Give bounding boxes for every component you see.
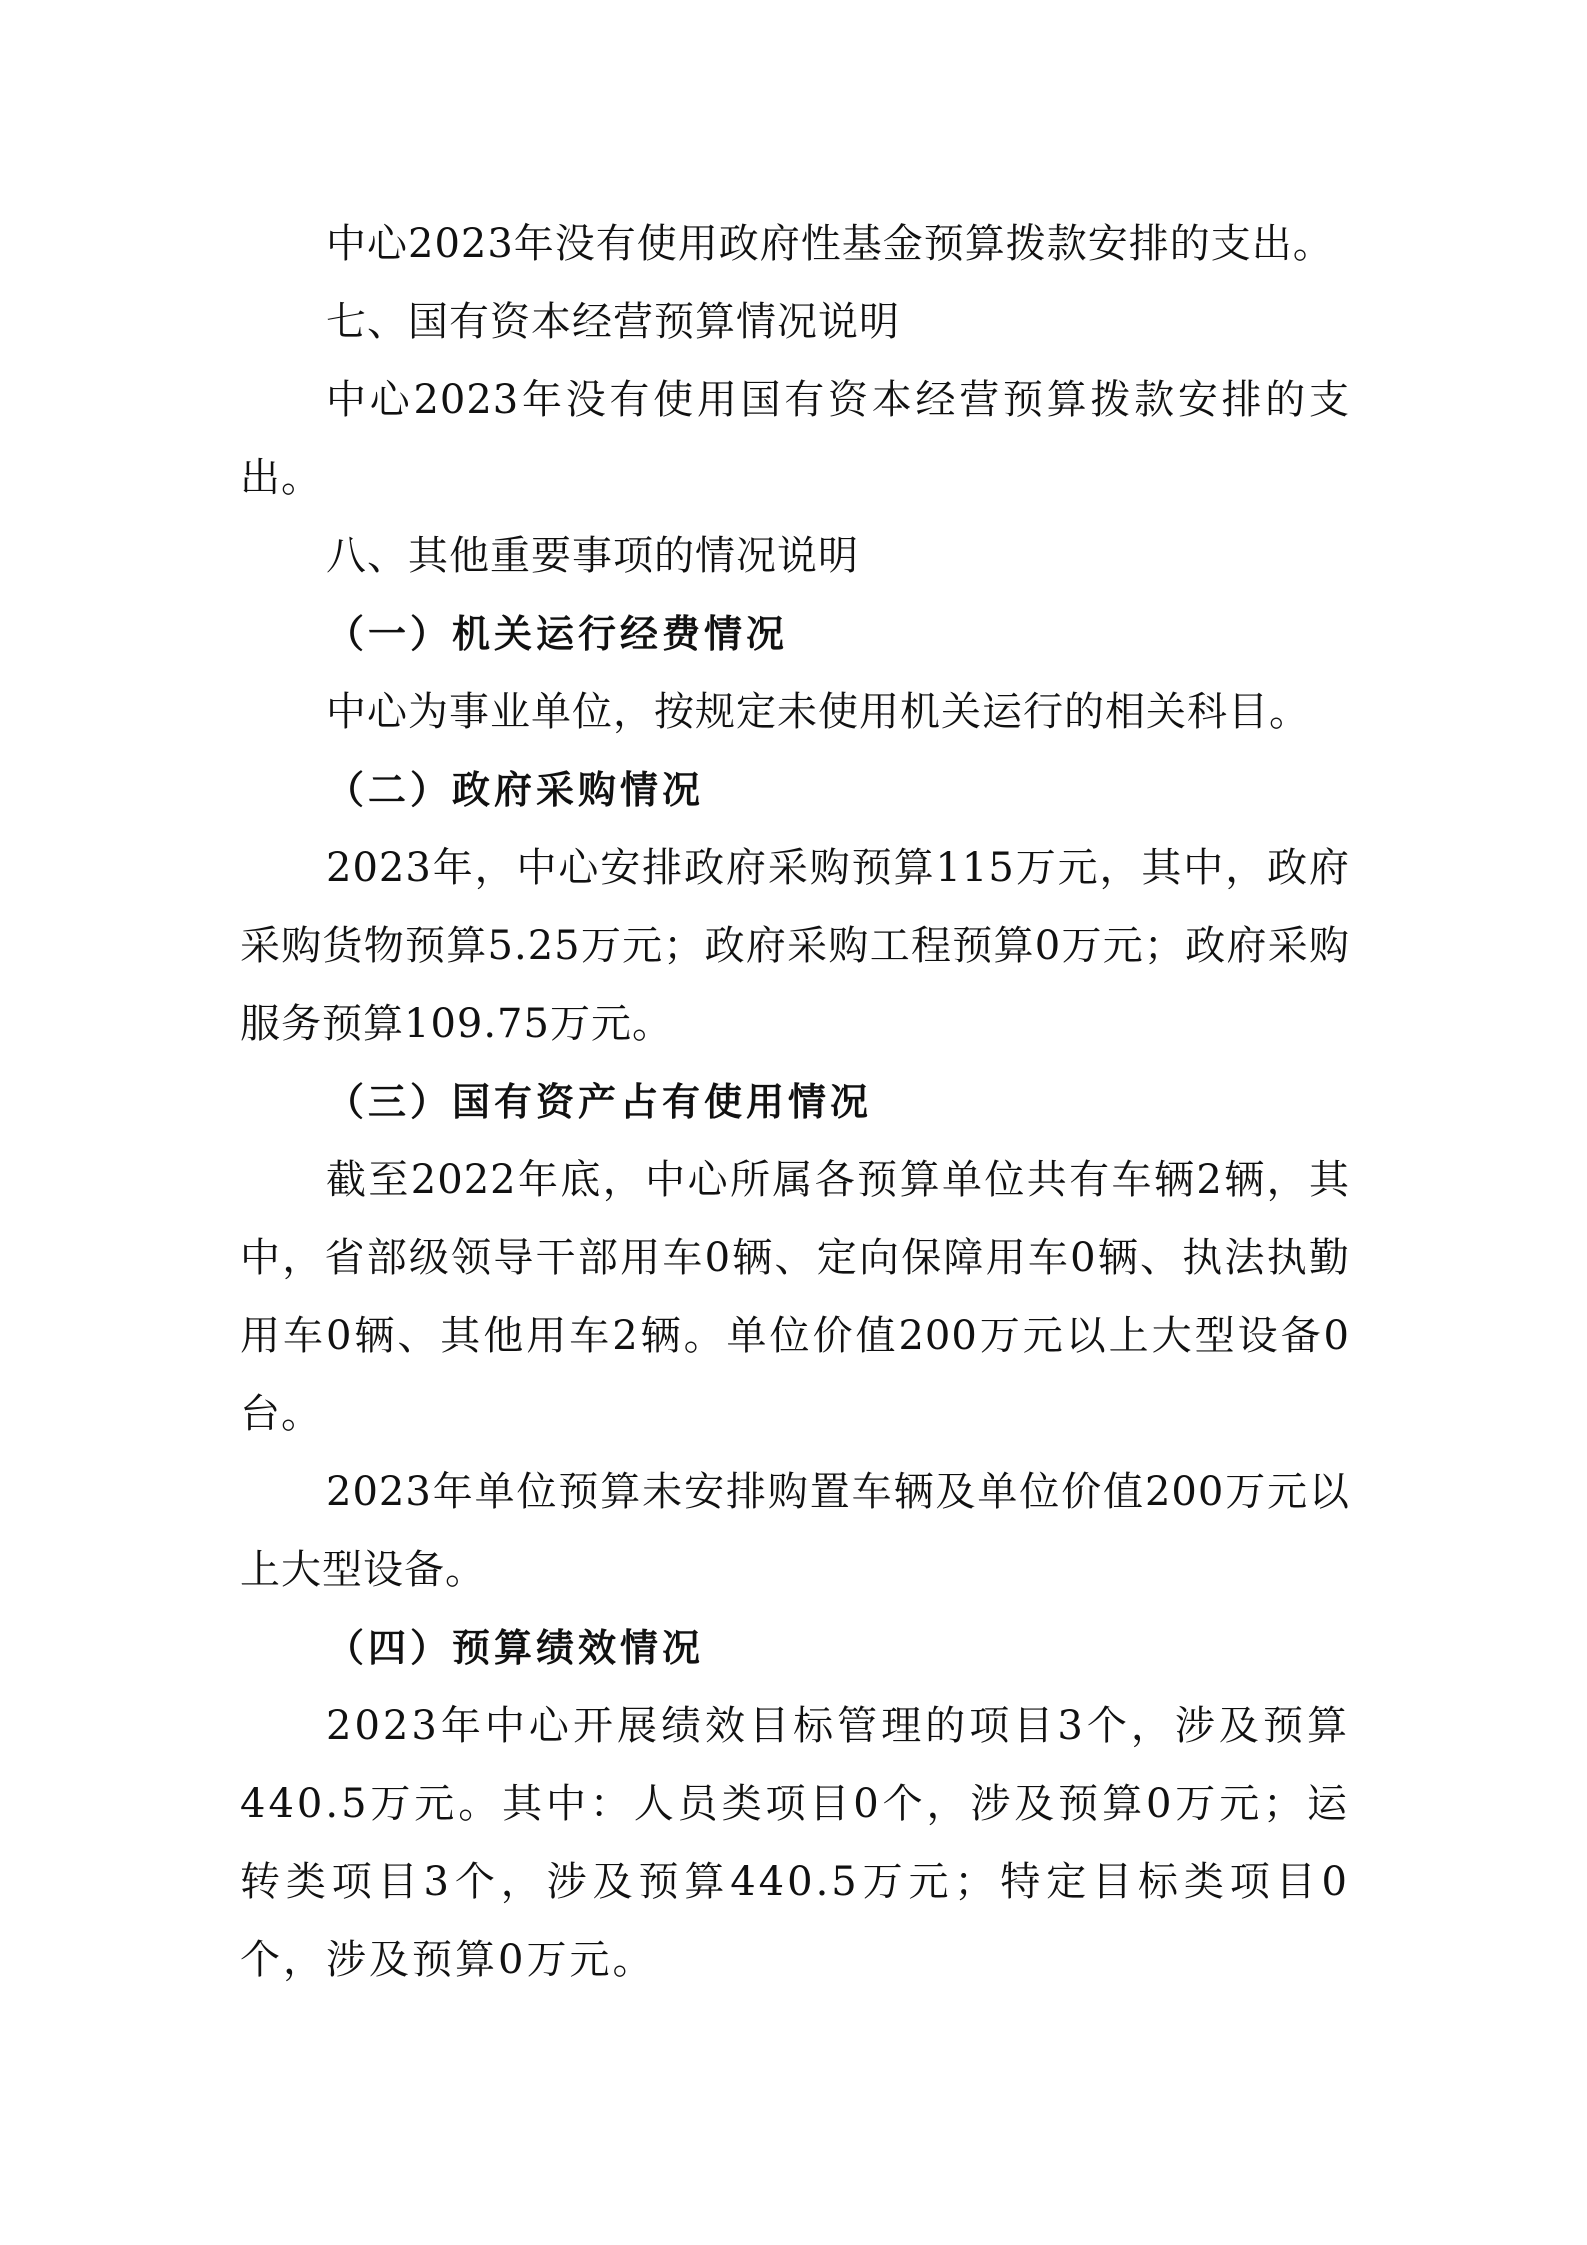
heading-state-capital: 七、国有资本经营预算情况说明 [326,299,900,345]
paragraph-performance: 2023年中心开展绩效目标管理的项目3个，涉及预算440.5万元。其中：人员类项目0个，涉及预算0万元；运转类项目3个，涉及预算440.5万元；特定目标类项目0个，涉及预算0万元。 [240,1703,1350,1983]
paragraph-state-capital: 中心2023年没有使用国有资本经营预算拨款安排的支出。 [240,377,1350,501]
paragraph-state-assets-vehicles: 截至2022年底，中心所属各预算单位共有车辆2辆，其中，省部级领导干部用车0辆、定向保障用车0辆、执法执勤用车0辆、其他用车2辆。单位价值200万元以上大型设备0台。 [240,1157,1350,1437]
heading-performance: （四）预算绩效情况 [326,1625,705,1670]
paragraph-operating-expenses: 中心为事业单位，按规定未使用机关运行的相关科目。 [326,689,1310,735]
paragraph-procurement: 2023年，中心安排政府采购预算115万元，其中，政府采购货物预算5.25万元；政府采购工程预算0万元；政府采购服务预算109.75万元。 [240,845,1350,1047]
heading-state-assets: （三）国有资产占有使用情况 [326,1079,873,1124]
paragraph-state-assets-purchase: 2023年单位预算未安排购置车辆及单位价值200万元以上大型设备。 [240,1469,1350,1593]
document-page [240,205,1350,1999]
heading-operating-expenses: （一）机关运行经费情况 [326,611,789,656]
heading-procurement: （二）政府采购情况 [326,767,705,812]
heading-other-matters: 八、其他重要事项的情况说明 [326,533,859,579]
paragraph-fund-budget: 中心2023年没有使用政府性基金预算拨款安排的支出。 [326,221,1334,267]
